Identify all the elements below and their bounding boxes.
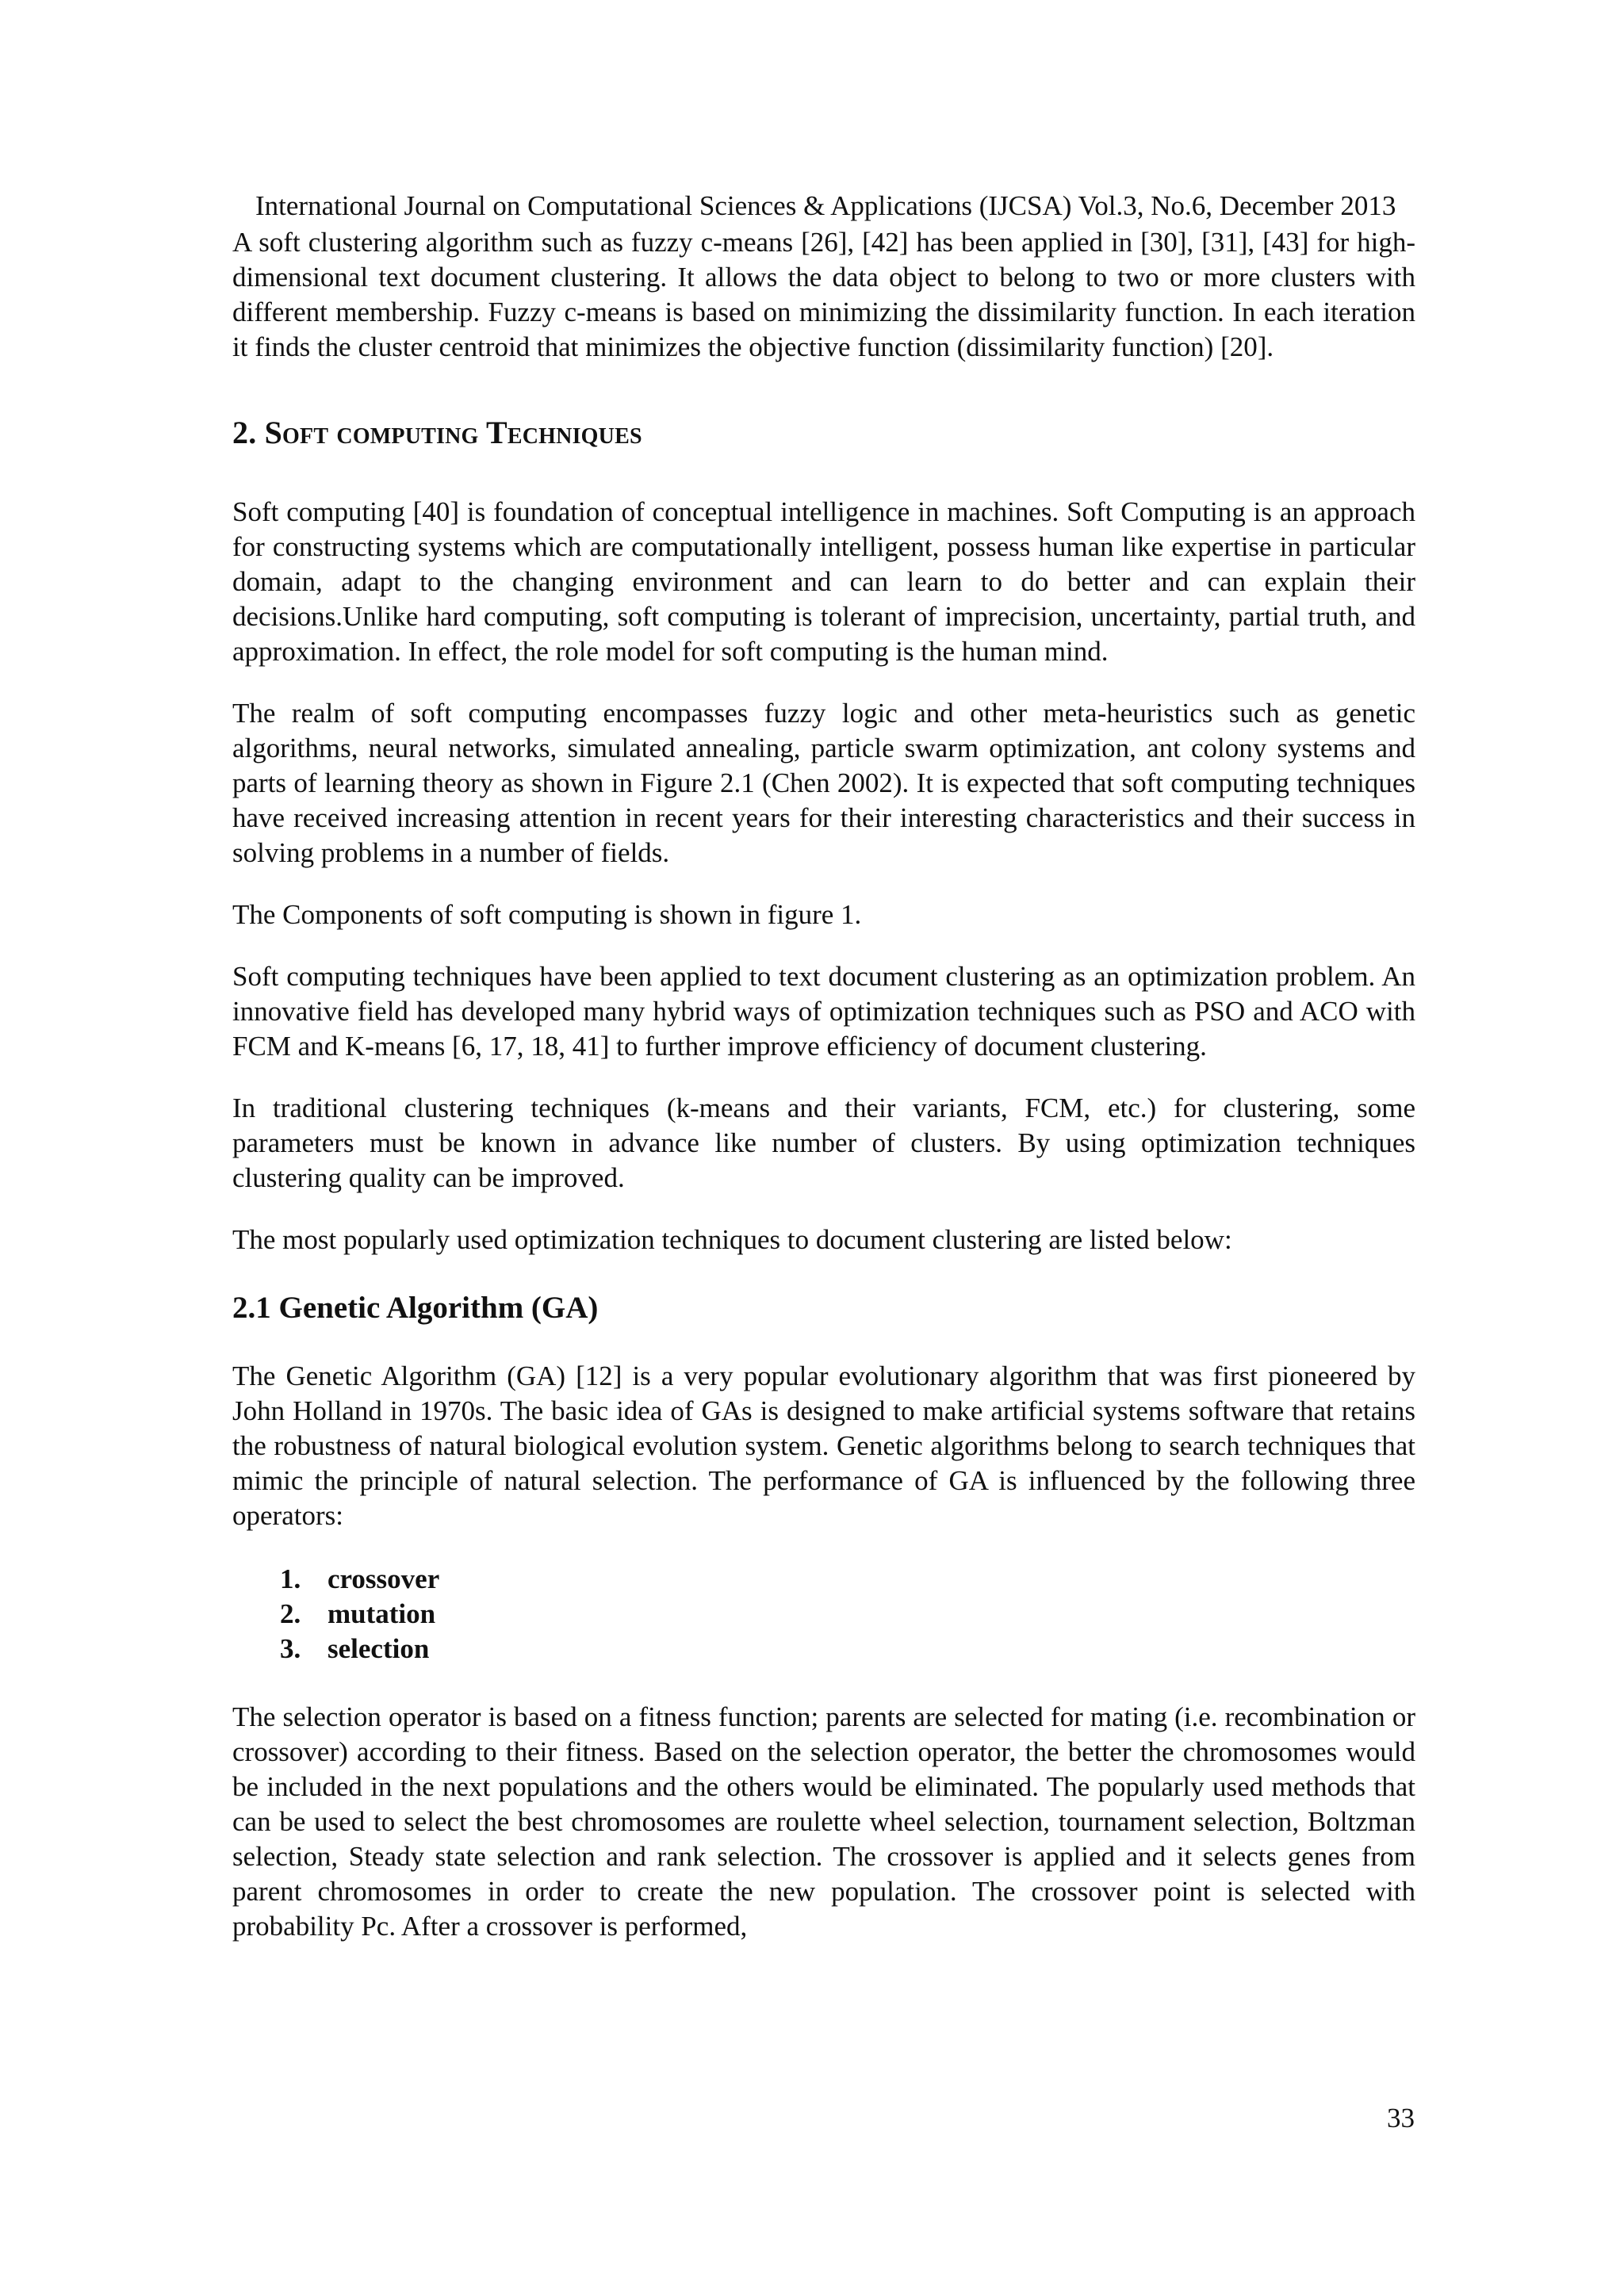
running-header: International Journal on Computational Sciences & Applications (IJCSA) Vol.3, No.6, December 2013: [255, 190, 1396, 221]
list-item-number: 3.: [280, 1633, 301, 1664]
body-paragraph: Soft computing [40] is foundation of conceptual intelligence in machines. Soft Computing is an approach for constructing systems which are computationally intelligent, possess human like expertise in particular domain, adapt to the changing environment and can learn to do better and can explain their decisions.Unlike hard computing, soft computing is tolerant of imprecision, uncertainty, partial truth, and approximation. In effect, the role model for soft computing is the human mind.: [232, 496, 1415, 667]
body-paragraph: The realm of soft computing encompasses fuzzy logic and other meta-heuristics such as genetic algorithms, neural networks, simulated annealing, particle swarm optimization, ant colony systems and parts of learning theory as shown in Figure 2.1 (Chen 2002). It is expected that soft computing techniques have received increasing attention in recent years for their interesting characteristics and their success in solving problems in a number of fields.: [232, 698, 1415, 868]
body-paragraph: The most popularly used optimization techniques to document clustering are listed below:: [232, 1224, 1232, 1255]
intro-paragraph: A soft clustering algorithm such as fuzzy c-means [26], [42] has been applied in [30], [31], [43] for high-dimensional text document clustering. It allows the data object to belong to two or more clusters with different membership. Fuzzy c-means is based on minimizing the dissimilarity function. In each iteration it finds the cluster centroid that minimizes the objective function (dissimilarity function) [20].: [232, 227, 1415, 362]
subsection-heading: 2.1 Genetic Algorithm (GA): [232, 1291, 599, 1325]
list-item: [232, 1632, 1415, 1667]
list-item-label: mutation: [327, 1598, 436, 1629]
page-number: 33: [1387, 2103, 1415, 2133]
ga-paragraph: The Genetic Algorithm (GA) [12] is a very popular evolutionary algorithm that was first pioneered by John Holland in 1970s. The basic idea of GAs is designed to make artificial systems software that retains the robustness of natural biological evolution system. Genetic algorithms belong to search techniques that mimic the principle of natural selection. The performance of GA is influenced by the following three operators:: [232, 1360, 1415, 1531]
list-item: [232, 1597, 1415, 1632]
selection-paragraph: The selection operator is based on a fitness function; parents are selected for mating (i.e. recombination or crossover) according to their fitness. Based on the selection operator, the better the chromosomes would be included in the next populations and the others would be eliminated. The popularly used methods that can be used to select the best chromosomes are roulette wheel selection, tournament selection, Boltzman selection, Steady state selection and rank selection. The crossover is applied and it selects genes from parent chromosomes in order to create the new population. The crossover point is selected with probability Pc. After a crossover is performed,: [232, 1701, 1415, 1942]
operator-list: [232, 1562, 1415, 1667]
list-item-number: 2.: [280, 1598, 301, 1629]
list-item-number: 1.: [280, 1563, 301, 1594]
list-item: [232, 1562, 1415, 1597]
body-paragraph: In traditional clustering techniques (k-means and their variants, FCM, etc.) for clustering, some parameters must be known in advance like number of clusters. By using optimization techniques clustering quality can be improved.: [232, 1093, 1415, 1193]
body-paragraph: The Components of soft computing is shown in figure 1.: [232, 899, 862, 930]
page-body: [232, 225, 1415, 1944]
list-item-label: crossover: [327, 1563, 440, 1594]
list-item-label: selection: [327, 1633, 430, 1664]
section-heading: 2. Soft computing Techniques: [232, 415, 642, 450]
body-paragraph: Soft computing techniques have been applied to text document clustering as an optimization problem. An innovative field has developed many hybrid ways of optimization techniques such as PSO and ACO with FCM and K-means [6, 17, 18, 41] to further improve efficiency of document clustering.: [232, 961, 1415, 1062]
